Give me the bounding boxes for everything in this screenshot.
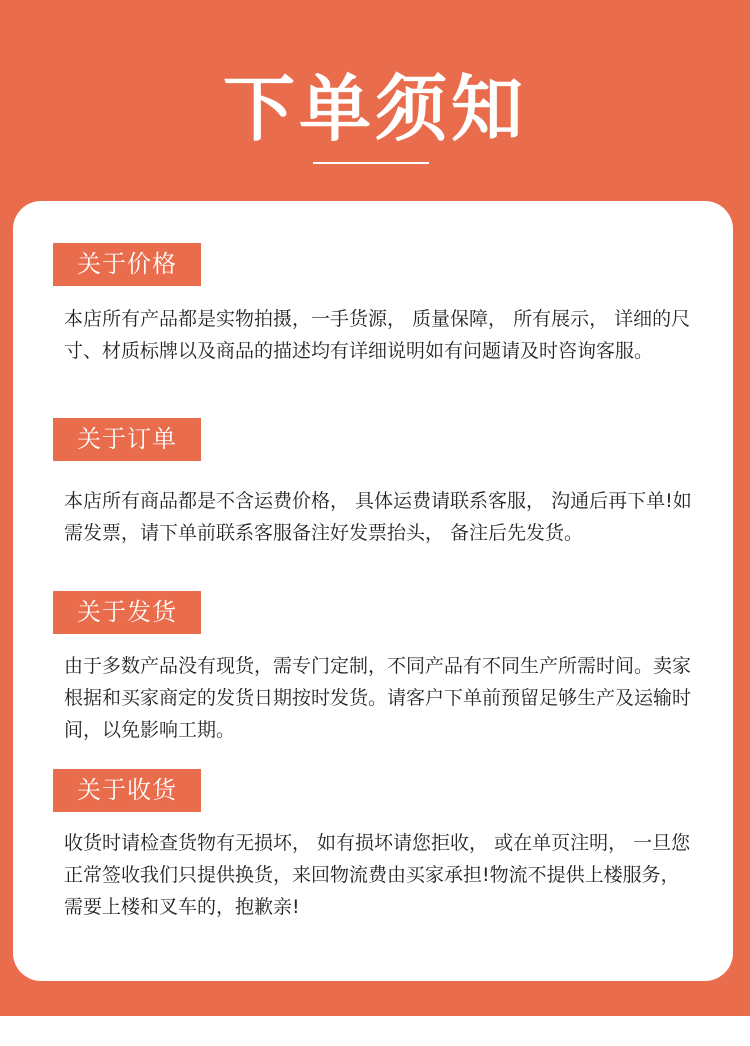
section-heading-price: 关于价格	[53, 243, 201, 286]
page-title: 下单须知	[222, 67, 527, 151]
bottom-strip	[0, 1016, 750, 1046]
section-body-price: 本店所有产品都是实物拍摄，一手货源， 质量保障， 所有展示， 详细的尺寸、材质标牌以及商品的描述均有详细说明如有问题请及时咨询客服。	[64, 308, 691, 362]
section-body-shipping: 由于多数产品没有现货，需专门定制，不同产品有不同生产所需时间。卖家根据和买家商定的发货日期按时发货。请客户下单前预留足够生产及运输时间，以免影响工期。	[64, 655, 692, 741]
section-body-order: 本店所有商品都是不含运费价格， 具体运费请联系客服， 沟通后再下单!如需发票，请下单前联系客服备注好发票抬头， 备注后先发货。	[64, 490, 692, 544]
section-body-receiving: 收货时请检查货物有无损坏， 如有损坏请您拒收， 或在单页注明， 一旦您正常签收我们只提供换货，来回物流费由买家承担!物流不提供上楼服务，需要上楼和叉车的，抱歉亲!	[64, 832, 691, 918]
title-divider	[313, 162, 429, 164]
section-heading-shipping: 关于发货	[53, 591, 201, 634]
notice-card	[13, 201, 733, 981]
section-heading-order: 关于订单	[53, 418, 201, 461]
section-heading-receiving: 关于收货	[53, 769, 201, 812]
